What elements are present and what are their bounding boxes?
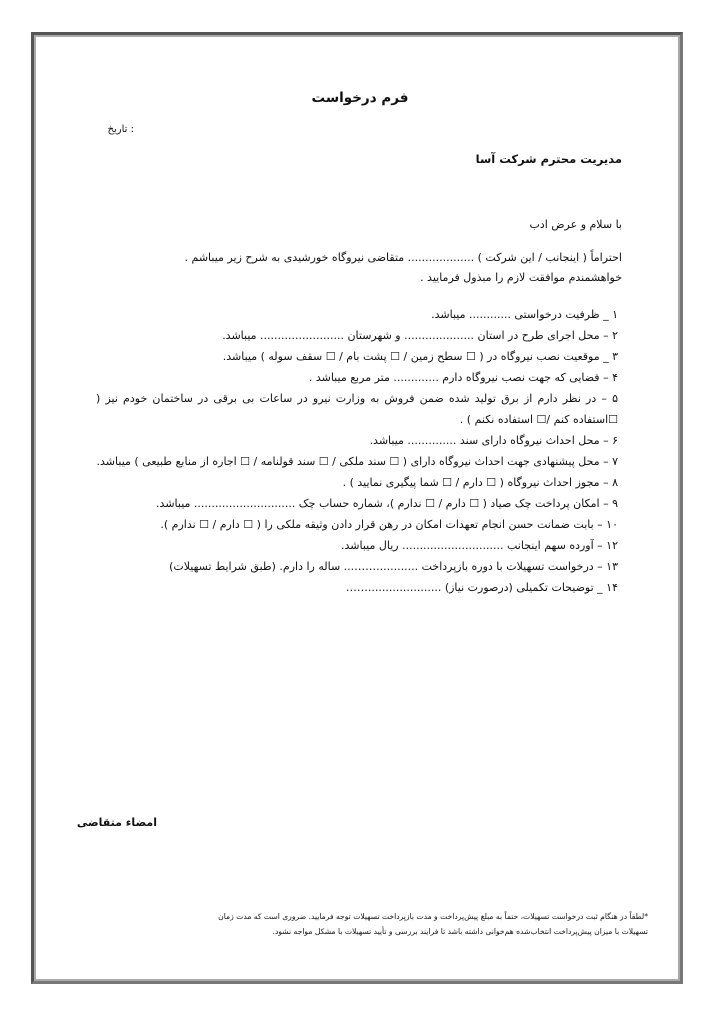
form-item-self-use: ۵ – در نظر دارم از برق تولید شده ضمن فروش به وزارت نیرو در ساعات بی برقی در ساختمان خودم نیز ( ☐استفاده کنم /☐ استفاده نکنم ) . [96, 392, 618, 426]
form-item-loan-period: ۱۳ – درخواست تسهیلات با دوره بازپرداخت ............……... ساله را دارم. (طبق شرایط تسهیلات) [169, 560, 618, 573]
form-item-collateral: ۱۰ – بابت ضمانت حسن انجام تعهدات امکان در رهن قرار دادن وثیقه ملکی را ( ☐ دارم / ☐ ندارم ). [160, 518, 618, 531]
form-title: فرم درخواست [311, 90, 409, 106]
form-item-site-ownership: ۷ – محل پیشنهادی جهت احداث نیروگاه دارای ( ☐ سند ملکی / ☐ سند قولنامه / ☐ اجاره از منابع طبیعی ) میباشد. [96, 455, 618, 468]
greeting: با سلام و عرض ادب [529, 218, 622, 231]
form-item-location: ۲ – محل اجرای طرح در استان .................... و شهرستان ........................ میباشد. [222, 329, 618, 342]
form-item-notes: ۱۴ _ توضیحات تکمیلی (درصورت نیاز) .....................…… [345, 581, 618, 594]
form-item-deed: ۶ – محل احداث نیروگاه دارای سند .............. میباشد. [369, 434, 618, 447]
intro-line-1: احتراماً ( اینجانب / این شرکت ) ................... متقاضی نیروگاه خورشیدی به شرح زیر میباشم . [184, 251, 622, 264]
footnote-line-1: *لطفاً در هنگام ثبت درخواست تسهیلات، حتماً به مبلغ پیش‌پرداخت و مدت بازپرداخت تسهیلات توجه فرمایید. ضروری است که مدت زمان [218, 912, 648, 921]
intro-paragraph [100, 248, 622, 287]
form-items [96, 304, 618, 598]
footnote-line-2: تسهیلات با میزان پیش‌پرداخت انتخاب‌شده هم‌خوانی داشته باشد تا فرایند بررسی و تأیید تسهیلات با مشکل مواجه نشود. [272, 927, 648, 936]
addressee: مدیریت محترم شرکت آسا [475, 152, 622, 166]
form-item-capacity: ۱ _ ظرفیت درخواستی ............ میباشد. [431, 308, 618, 321]
signature-label: امضاء متقاضی [76, 816, 157, 829]
form-item-cheque: ۹ – امکان پرداخت چک صیاد ( ☐ دارم / ☐ ندارم )، شماره حساب چک ............................. میباشد. [156, 497, 618, 510]
form-item-install-position: ۳ _ موقعیت نصب نیروگاه در ( ☐ سطح زمین / ☐ پشت بام / ☐ سقف سوله ) میباشد. [222, 350, 618, 363]
form-item-contribution: ۱۲ – آورده سهم اینجانب ............................. ریال میباشد. [341, 539, 618, 552]
date-label: : تاریخ [107, 124, 134, 135]
form-item-area: ۴ – فضایی که جهت نصب نیروگاه دارم ............. متر مربع میباشد . [308, 371, 618, 384]
intro-line-2: خواهشمندم موافقت لازم را مبذول فرمایید . [420, 270, 622, 284]
footnote [68, 909, 648, 939]
form-item-permit: ۸ – مجوز احداث نیروگاه ( ☐ دارم / ☐ شما پیگیری نمایید ) . [342, 476, 618, 489]
